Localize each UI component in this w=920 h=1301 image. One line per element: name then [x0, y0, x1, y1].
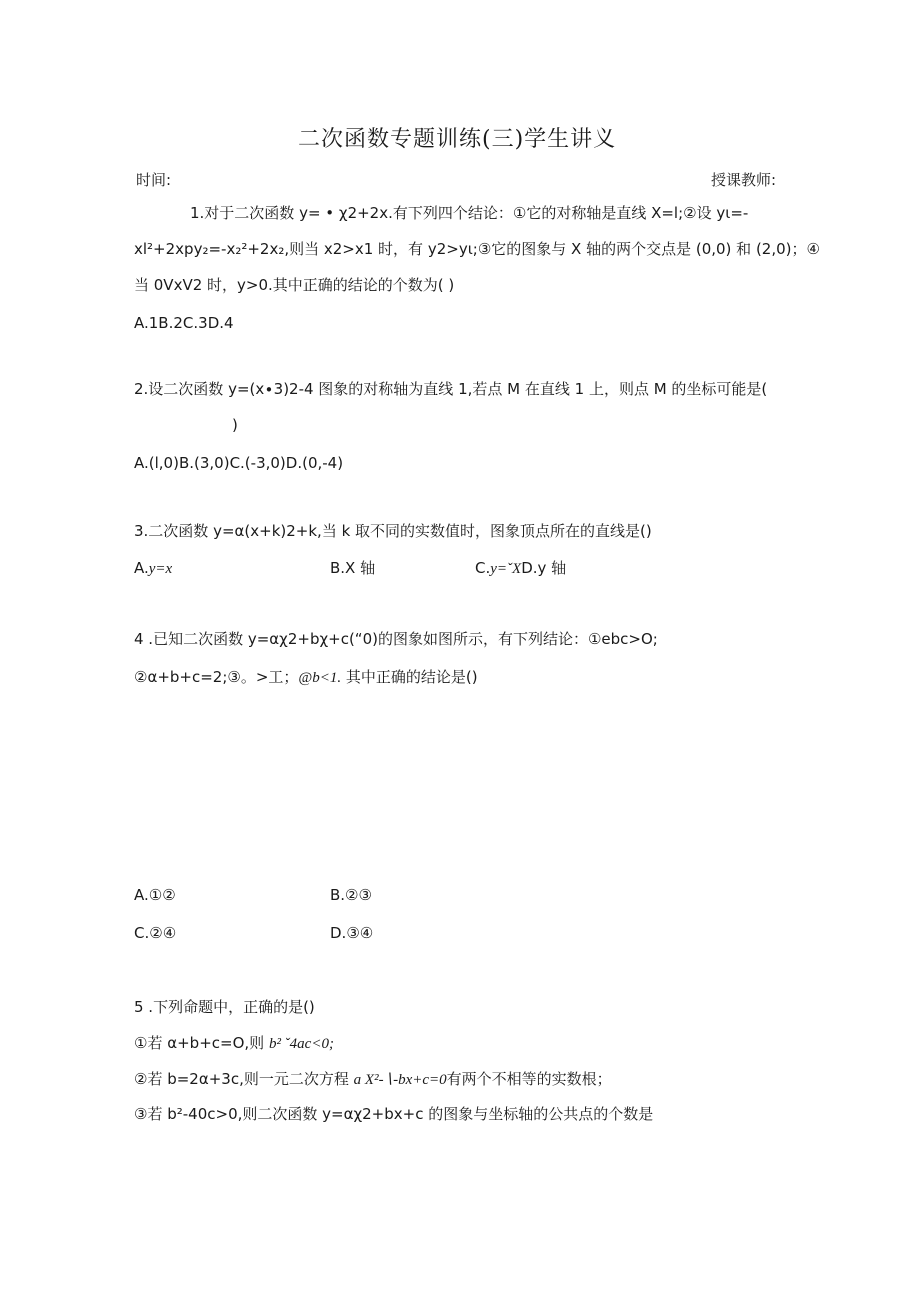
q2-line-2: ) — [232, 416, 238, 434]
q3-option-c-prefix: C. — [475, 559, 491, 577]
q3-line-1: 3.二次函数 y=α(x+k)2+k,当 k 取不同的实数值时，图象顶点所在的直线是() — [134, 522, 652, 540]
q4-option-a: A.①② — [134, 886, 176, 904]
q5-item-2-tail: 有两个不相等的实数根； — [446, 1070, 612, 1088]
q3-option-c-d — [475, 558, 566, 579]
q5-item-2-text: ②若 b=2α+3c,则一元二次方程 — [134, 1070, 349, 1088]
q4-line-1: 4 .已知二次函数 y=αχ2+bχ+c(“0)的图象如图所示，有下列结论：①ebc>O; — [134, 630, 658, 648]
q5-item-2-math: a X²-∖-bx+c=0 — [353, 1072, 447, 1088]
q2-line-1: 2.设二次函数 y=(x∙3)2-4 图象的对称轴为直线 1,若点 M 在直线 1 上，则点 M 的坐标可能是( — [134, 380, 768, 398]
q5-item-3: ③若 b²-40c>0,则二次函数 y=αχ2+bx+c 的图象与坐标轴的公共点的个数是 — [134, 1105, 654, 1123]
q4-line-2-a: ②α+b+c=2;③。>工； — [134, 668, 299, 686]
q5-item-1-text: ①若 α+b+c=O,则 — [134, 1034, 265, 1052]
q5-item-2 — [134, 1069, 612, 1090]
q4-option-d: D.③④ — [330, 924, 374, 942]
q4-line-2-b: 其中正确的结论是() — [345, 668, 478, 686]
q3-option-c-math: y=ˇX — [490, 561, 522, 577]
q1-line-1: 1.对于二次函数 y= • χ2+2x.有下列四个结论：①它的对称轴是直线 X=l;②设 yι=- — [190, 204, 749, 222]
q1-options: A.1B.2C.3D.4 — [134, 314, 234, 332]
q4-option-b: B.②③ — [330, 886, 372, 904]
q3-option-a — [134, 558, 172, 579]
page-title: 二次函数专题训练(三)学生讲义 — [298, 127, 617, 152]
q3-option-b: B.X 轴 — [330, 559, 376, 577]
q2-options: A.(l,0)B.(3,0)C.(-3,0)D.(0,-4) — [134, 454, 344, 472]
q5-item-1 — [134, 1033, 334, 1054]
q3-option-a-math: y=x — [148, 561, 173, 577]
q1-line-3: 当 0VxV2 时，y>0.其中正确的结论的个数为( ) — [134, 276, 455, 294]
q3-option-d: D.y 轴 — [521, 559, 567, 577]
q4-option-c: C.②④ — [134, 924, 177, 942]
q5-line-1: 5 .下列命题中，正确的是() — [134, 998, 315, 1016]
q4-line-2-math: @b<1. — [298, 670, 342, 686]
q3-option-a-prefix: A. — [134, 559, 149, 577]
teacher-label: 授课教师: — [711, 171, 777, 189]
time-label: 时间: — [136, 171, 172, 189]
q4-line-2 — [134, 667, 478, 688]
q5-item-1-math: b² ˇ4ac<0; — [268, 1036, 334, 1052]
q1-line-2: xl²+2xpy₂=-x₂²+2x₂,则当 x2>x1 时，有 y2>yι;③它的图象与 X 轴的两个交点是 (0,0) 和 (2,0)；④ — [134, 240, 820, 258]
